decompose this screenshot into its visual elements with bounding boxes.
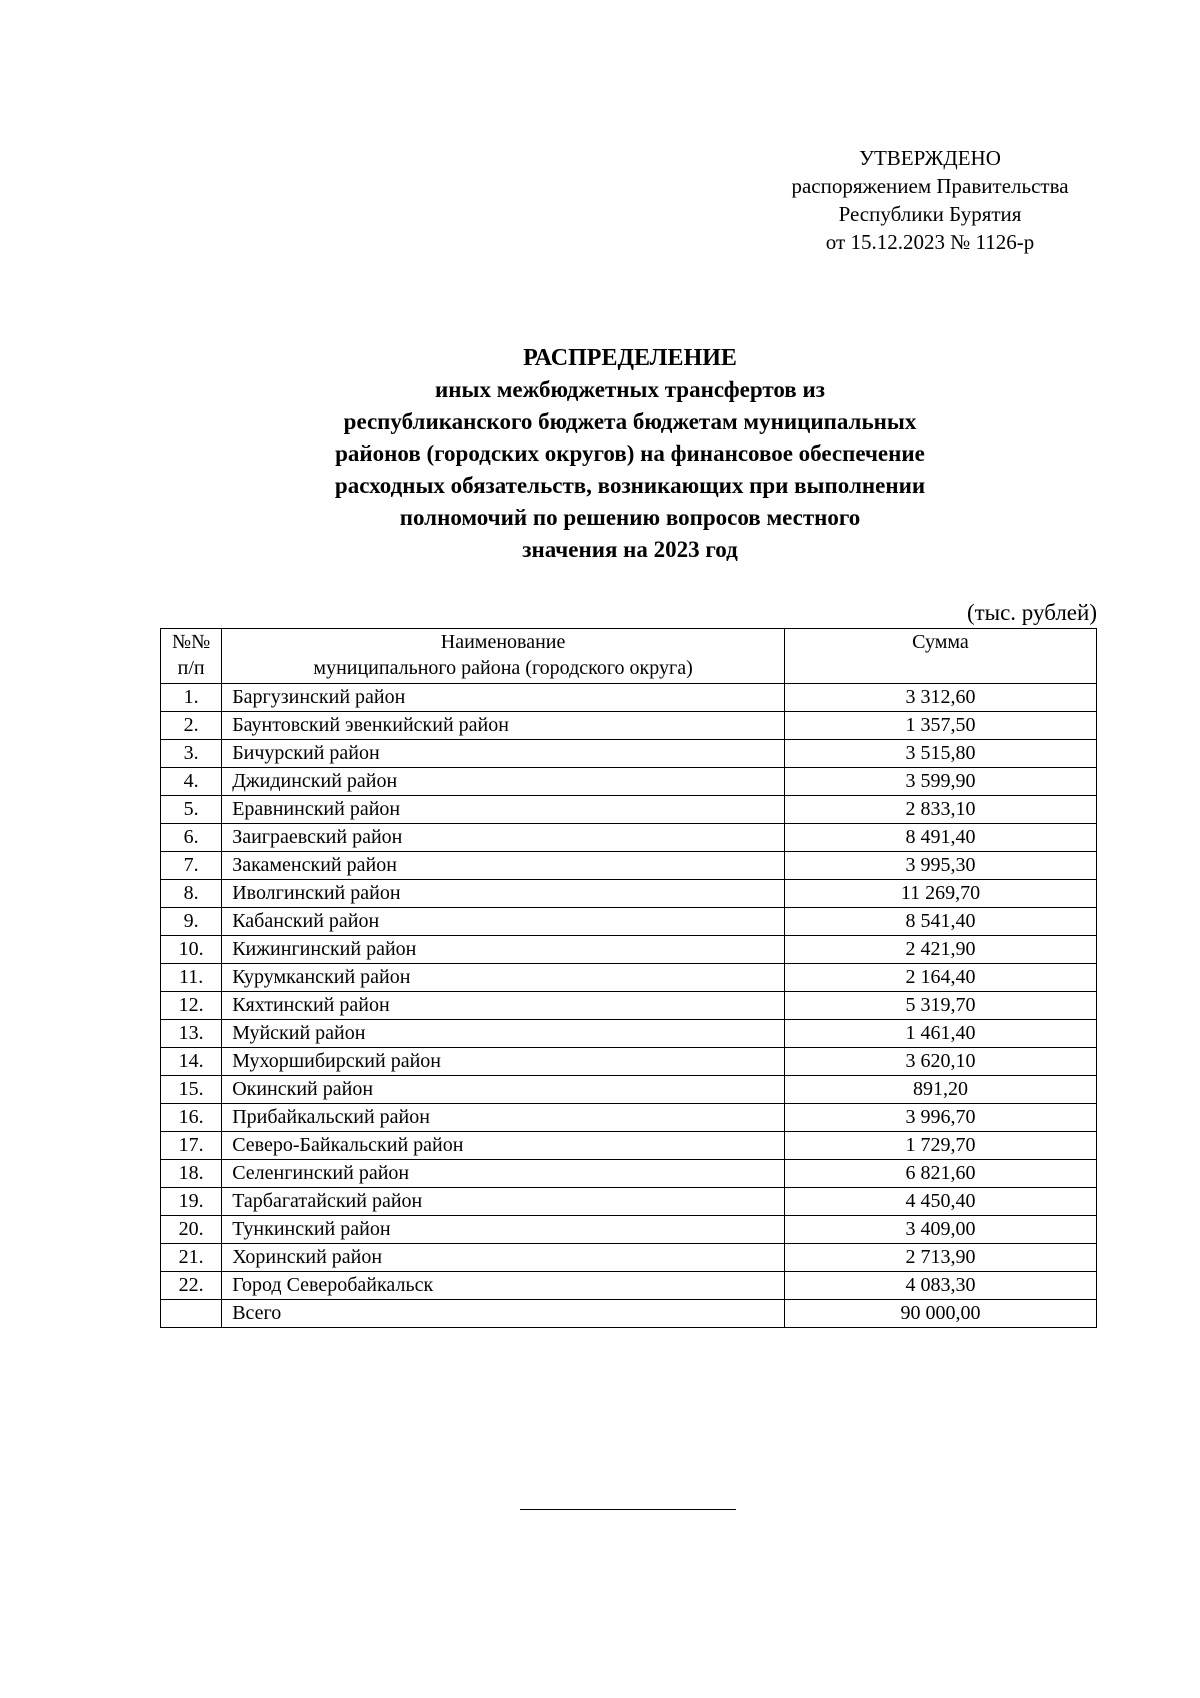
footer-divider: [520, 1509, 736, 1510]
table-row: [161, 880, 1097, 908]
row-sum: 3 599,90: [784, 768, 1096, 796]
table-row: [161, 740, 1097, 768]
document-title: [160, 342, 1100, 566]
row-name: Окинский район: [222, 1076, 785, 1104]
row-sum: 5 319,70: [784, 992, 1096, 1020]
row-sum: 1 729,70: [784, 1132, 1096, 1160]
table-row: [161, 712, 1097, 740]
total-label: Всего: [222, 1300, 785, 1328]
table-row: [161, 1048, 1097, 1076]
row-sum: 1 357,50: [784, 712, 1096, 740]
table-row: [161, 964, 1097, 992]
table-row: [161, 684, 1097, 712]
row-sum: 8 491,40: [784, 824, 1096, 852]
title-line: республиканского бюджета бюджетам муниципальных: [343, 409, 917, 434]
row-sum: 3 312,60: [784, 684, 1096, 712]
row-number: 3.: [161, 740, 222, 768]
row-number: 19.: [161, 1188, 222, 1216]
row-number: 9.: [161, 908, 222, 936]
row-name: Баргузинский район: [222, 684, 785, 712]
row-sum: 4 083,30: [784, 1272, 1096, 1300]
table-row: [161, 852, 1097, 880]
table-body: [161, 684, 1097, 1328]
row-name: Муйский район: [222, 1020, 785, 1048]
approval-line-order: распоряжением Правительства: [791, 174, 1069, 198]
row-name: Мухоршибирский район: [222, 1048, 785, 1076]
row-number: 7.: [161, 852, 222, 880]
row-number: 8.: [161, 880, 222, 908]
table-row: [161, 1076, 1097, 1104]
approval-line-date: от 15.12.2023 № 1126-р: [825, 230, 1035, 254]
table-row: [161, 992, 1097, 1020]
row-name: Джидинский район: [222, 768, 785, 796]
row-name: Кижингинский район: [222, 936, 785, 964]
row-sum: 3 996,70: [784, 1104, 1096, 1132]
row-name: Кяхтинский район: [222, 992, 785, 1020]
row-sum: 3 620,10: [784, 1048, 1096, 1076]
row-name: Еравнинский район: [222, 796, 785, 824]
header-name: [222, 629, 785, 684]
approval-stamp: [770, 144, 1090, 256]
row-number: 1.: [161, 684, 222, 712]
row-number: 21.: [161, 1244, 222, 1272]
table-header-row: [161, 629, 1097, 684]
row-number: 4.: [161, 768, 222, 796]
title-heading: РАСПРЕДЕЛЕНИЕ: [523, 345, 737, 371]
table-row: [161, 1188, 1097, 1216]
row-name: Селенгинский район: [222, 1160, 785, 1188]
header-number: [161, 629, 222, 684]
row-number: 6.: [161, 824, 222, 852]
approval-line-republic: Республики Бурятия: [838, 202, 1022, 226]
title-line: значения на 2023 год: [522, 537, 738, 562]
table-row: [161, 1244, 1097, 1272]
row-sum: 3 995,30: [784, 852, 1096, 880]
row-sum: 891,20: [784, 1076, 1096, 1104]
row-sum: 4 450,40: [784, 1188, 1096, 1216]
header-number-line1: №№: [172, 631, 211, 653]
table-row: [161, 824, 1097, 852]
table-row: [161, 1132, 1097, 1160]
row-number: 20.: [161, 1216, 222, 1244]
title-line: полномочий по решению вопросов местного: [399, 505, 861, 530]
row-sum: 1 461,40: [784, 1020, 1096, 1048]
row-name: Тарбагатайский район: [222, 1188, 785, 1216]
row-number: 2.: [161, 712, 222, 740]
row-number: 18.: [161, 1160, 222, 1188]
row-name: Курумканский район: [222, 964, 785, 992]
row-sum: 6 821,60: [784, 1160, 1096, 1188]
row-number: 10.: [161, 936, 222, 964]
row-name: Северо-Байкальский район: [222, 1132, 785, 1160]
row-sum: 2 164,40: [784, 964, 1096, 992]
row-number: 15.: [161, 1076, 222, 1104]
table-row: [161, 1216, 1097, 1244]
title-line: расходных обязательств, возникающих при выполнении: [334, 473, 926, 498]
header-name-line2: муниципального района (городского округа): [313, 657, 693, 679]
header-name-line1: Наименование: [440, 631, 566, 653]
table-row: [161, 1160, 1097, 1188]
header-number-line2: п/п: [177, 657, 205, 679]
title-line: иных межбюджетных трансфертов из: [435, 377, 825, 402]
row-sum: 2 421,90: [784, 936, 1096, 964]
row-number: 12.: [161, 992, 222, 1020]
row-sum: 3 409,00: [784, 1216, 1096, 1244]
row-name: Бичурский район: [222, 740, 785, 768]
row-sum: 3 515,80: [784, 740, 1096, 768]
row-number: 17.: [161, 1132, 222, 1160]
table-row: [161, 1104, 1097, 1132]
row-sum: 2 713,90: [784, 1244, 1096, 1272]
row-sum: 11 269,70: [784, 880, 1096, 908]
table-row: [161, 936, 1097, 964]
units-label: (тыс. рублей): [966, 600, 1097, 625]
row-number: 13.: [161, 1020, 222, 1048]
row-sum: 2 833,10: [784, 796, 1096, 824]
table-row: [161, 768, 1097, 796]
row-number: 14.: [161, 1048, 222, 1076]
row-number: 16.: [161, 1104, 222, 1132]
approval-title: УТВЕРЖДЕНО: [859, 146, 1001, 170]
table-row: [161, 1272, 1097, 1300]
row-sum: 8 541,40: [784, 908, 1096, 936]
total-sum: 90 000,00: [784, 1300, 1096, 1328]
table-row: [161, 1020, 1097, 1048]
total-number: [161, 1300, 222, 1328]
table-row: [161, 908, 1097, 936]
row-name: Кабанский район: [222, 908, 785, 936]
row-name: Закаменский район: [222, 852, 785, 880]
row-name: Хоринский район: [222, 1244, 785, 1272]
total-row: [161, 1300, 1097, 1328]
row-number: 11.: [161, 964, 222, 992]
table-row: [161, 796, 1097, 824]
row-name: Прибайкальский район: [222, 1104, 785, 1132]
row-name: Тункинский район: [222, 1216, 785, 1244]
row-number: 5.: [161, 796, 222, 824]
distribution-table: [160, 628, 1097, 1328]
header-sum: Сумма: [784, 629, 1096, 684]
row-name: Иволгинский район: [222, 880, 785, 908]
row-name: Город Северобайкальск: [222, 1272, 785, 1300]
title-line: районов (городских округов) на финансовое обеспечение: [335, 441, 925, 466]
row-name: Баунтовский эвенкийский район: [222, 712, 785, 740]
row-name: Заиграевский район: [222, 824, 785, 852]
row-number: 22.: [161, 1272, 222, 1300]
